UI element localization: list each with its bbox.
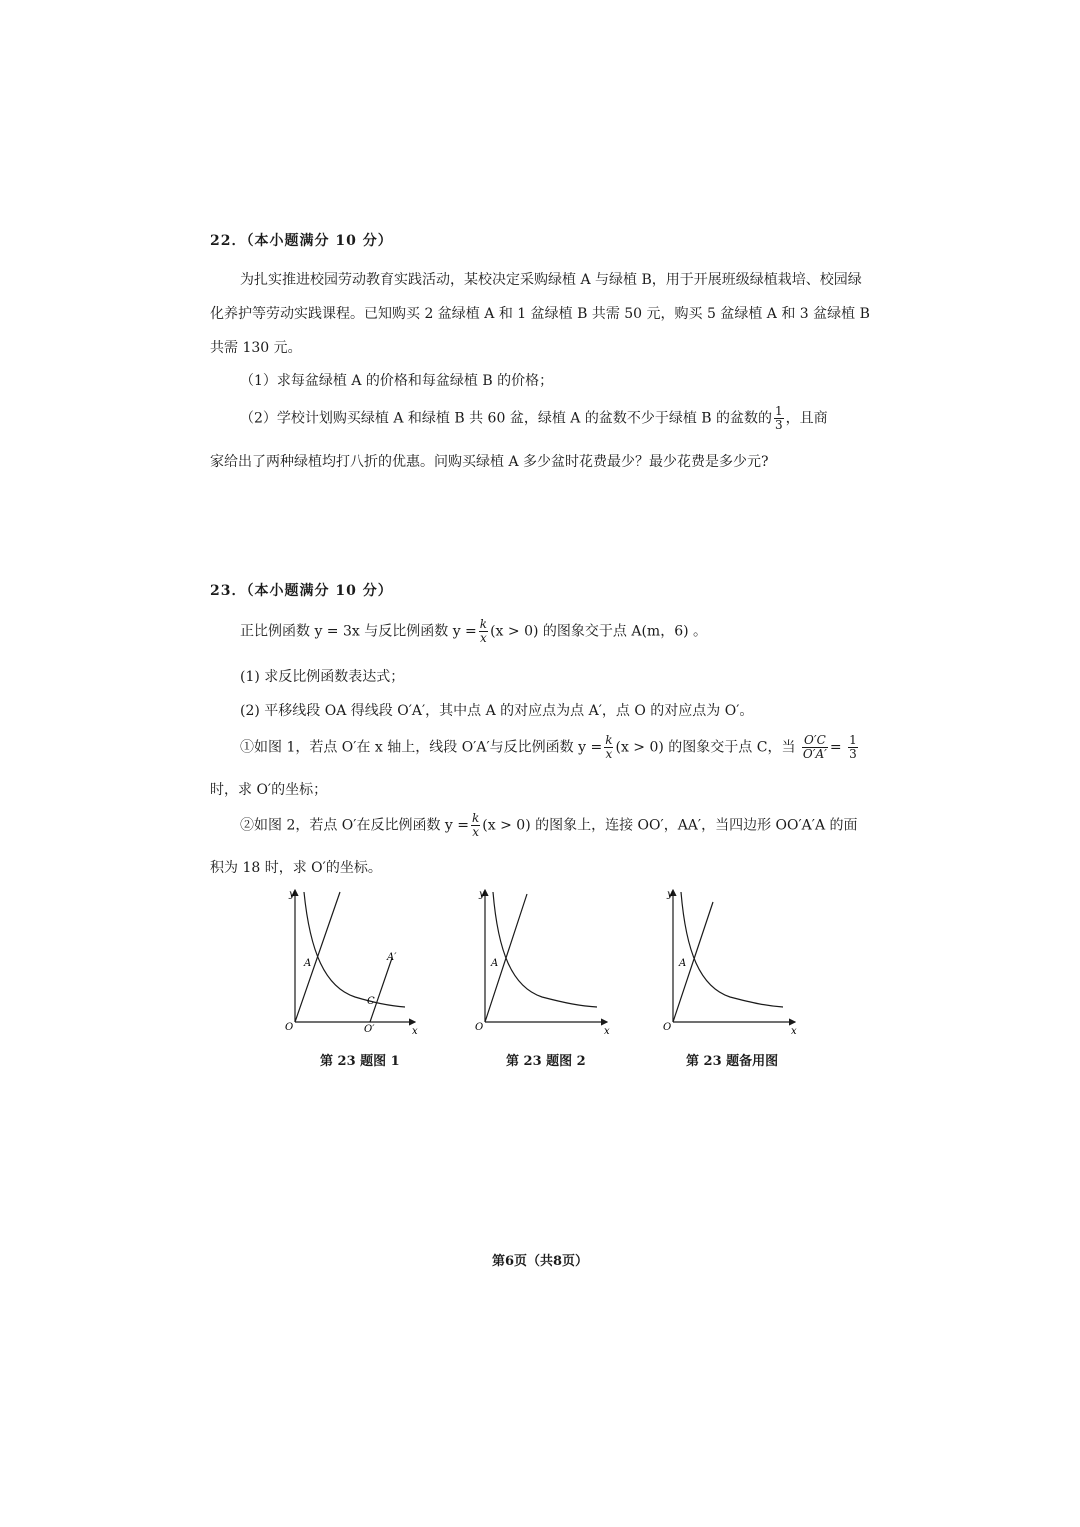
label-a: A — [679, 958, 687, 969]
q23-stem-b: 的图象交于点 A(m，6) 。 — [542, 623, 708, 640]
q23-sub1-line2: 时，求 O′的坐标； — [210, 782, 328, 798]
frac-k: k — [479, 617, 488, 631]
equals-sign: = — [829, 739, 847, 756]
q23-sub1-line1 — [240, 734, 860, 761]
q23-stem-a: 正比例函数 y = 3x 与反比例函数 y = — [240, 623, 477, 640]
figure-2 — [470, 882, 620, 1037]
label-a-prime: A′ — [387, 952, 397, 963]
q22-part2-line2: 家给出了两种绿植均打八折的优惠。问购买绿植 A 多少盆时花费最少？最少花费是多少元? — [210, 454, 769, 470]
frac-numerator: 1 — [775, 404, 783, 418]
label-o: O — [663, 1022, 672, 1033]
figure-backup — [655, 882, 805, 1037]
frac-x: x — [472, 825, 480, 839]
q22-header: 22．（本小题满分 10 分） — [210, 233, 393, 249]
label-o: O — [475, 1022, 484, 1033]
label-x: x — [604, 1026, 610, 1037]
caption-figure-2: 第 23 题图 2 — [506, 1054, 586, 1069]
hyperbola-curve — [304, 892, 405, 1007]
label-x: x — [791, 1026, 797, 1037]
q23-stem — [240, 618, 707, 645]
frac-k: k — [605, 733, 613, 747]
q23-sub2-line2: 积为 18 时，求 O′的坐标。 — [210, 860, 382, 876]
q23-sub2-b: 的图象上，连接 OO′，AA′，当四边形 OO′A′A 的面 — [535, 817, 858, 834]
ratio-fraction — [802, 734, 828, 761]
frac-x: x — [480, 631, 487, 645]
q23-sub1-a: ①如图 1，若点 O′在 x 轴上，线段 O′A′与反比例函数 y = — [240, 739, 603, 756]
frac-k: k — [472, 811, 480, 825]
segment-o-prime-a-prime — [370, 958, 392, 1022]
q23-part2: (2) 平移线段 OA 得线段 O′A′，其中点 A 的对应点为点 A′，点 O 的对应点为 O′。 — [240, 703, 754, 719]
q23-sub2-line1 — [240, 812, 858, 839]
label-y: y — [479, 889, 485, 900]
q23-sub2-a: ②如图 2，若点 O′在反比例函数 y = — [240, 817, 470, 834]
q23-header: 23．（本小题满分 10 分） — [210, 583, 393, 599]
q22-part2-b: ，且商 — [785, 410, 828, 427]
frac-three: 3 — [849, 747, 857, 761]
q23-domain: (x > 0) — [490, 623, 539, 640]
q22-part2-line1 — [240, 405, 828, 432]
label-y: y — [667, 889, 673, 900]
label-a: A — [491, 958, 499, 969]
q23-sub1-b: 的图象交于点 C，当 — [668, 739, 796, 756]
q22-fraction — [774, 405, 784, 432]
q23-domain: (x > 0) — [615, 739, 664, 756]
page-footer: 第6页（共8页） — [491, 1254, 589, 1269]
k-over-x — [471, 812, 480, 839]
one-third — [848, 734, 858, 761]
frac-denominator: 3 — [775, 418, 783, 432]
q22-part2-a: （2）学校计划购买绿植 A 和绿植 B 共 60 盆，绿植 A 的盆数不少于绿植 B 的盆数的 — [240, 410, 773, 427]
frac-x: x — [605, 747, 613, 761]
hyperbola-curve — [681, 892, 783, 1007]
label-x: x — [412, 1026, 418, 1037]
label-o-prime: O′ — [364, 1024, 375, 1035]
label-o: O — [285, 1022, 294, 1033]
figure-1 — [280, 882, 430, 1037]
q22-stem: 为扎实推进校园劳动教育实践活动，某校决定采购绿植 A 与绿植 B，用于开展班级绿植栽培、校园绿化养护等劳动实践课程。已知购买 2 盆绿植 A 和 1 盆绿植 B 共需 50 元，购买 5 盆绿植 A 和 3 盆绿植 B 共需 130 元。 — [210, 272, 870, 356]
q23-part1: (1) 求反比例函数表达式； — [240, 669, 405, 685]
k-over-x — [479, 618, 488, 645]
label-y: y — [289, 889, 295, 900]
ratio-numerator: O′C — [802, 734, 828, 748]
k-over-x — [604, 734, 613, 761]
label-a: A — [304, 958, 312, 969]
label-c: C — [367, 996, 375, 1007]
q22-part1: （1）求每盆绿植 A 的价格和每盆绿植 B 的价格； — [240, 373, 554, 389]
caption-figure-backup: 第 23 题备用图 — [686, 1054, 779, 1069]
frac-one: 1 — [849, 733, 857, 747]
caption-figure-1: 第 23 题图 1 — [320, 1054, 400, 1069]
ratio-denominator: O′A′ — [802, 747, 827, 761]
q23-domain: (x > 0) — [482, 817, 531, 834]
